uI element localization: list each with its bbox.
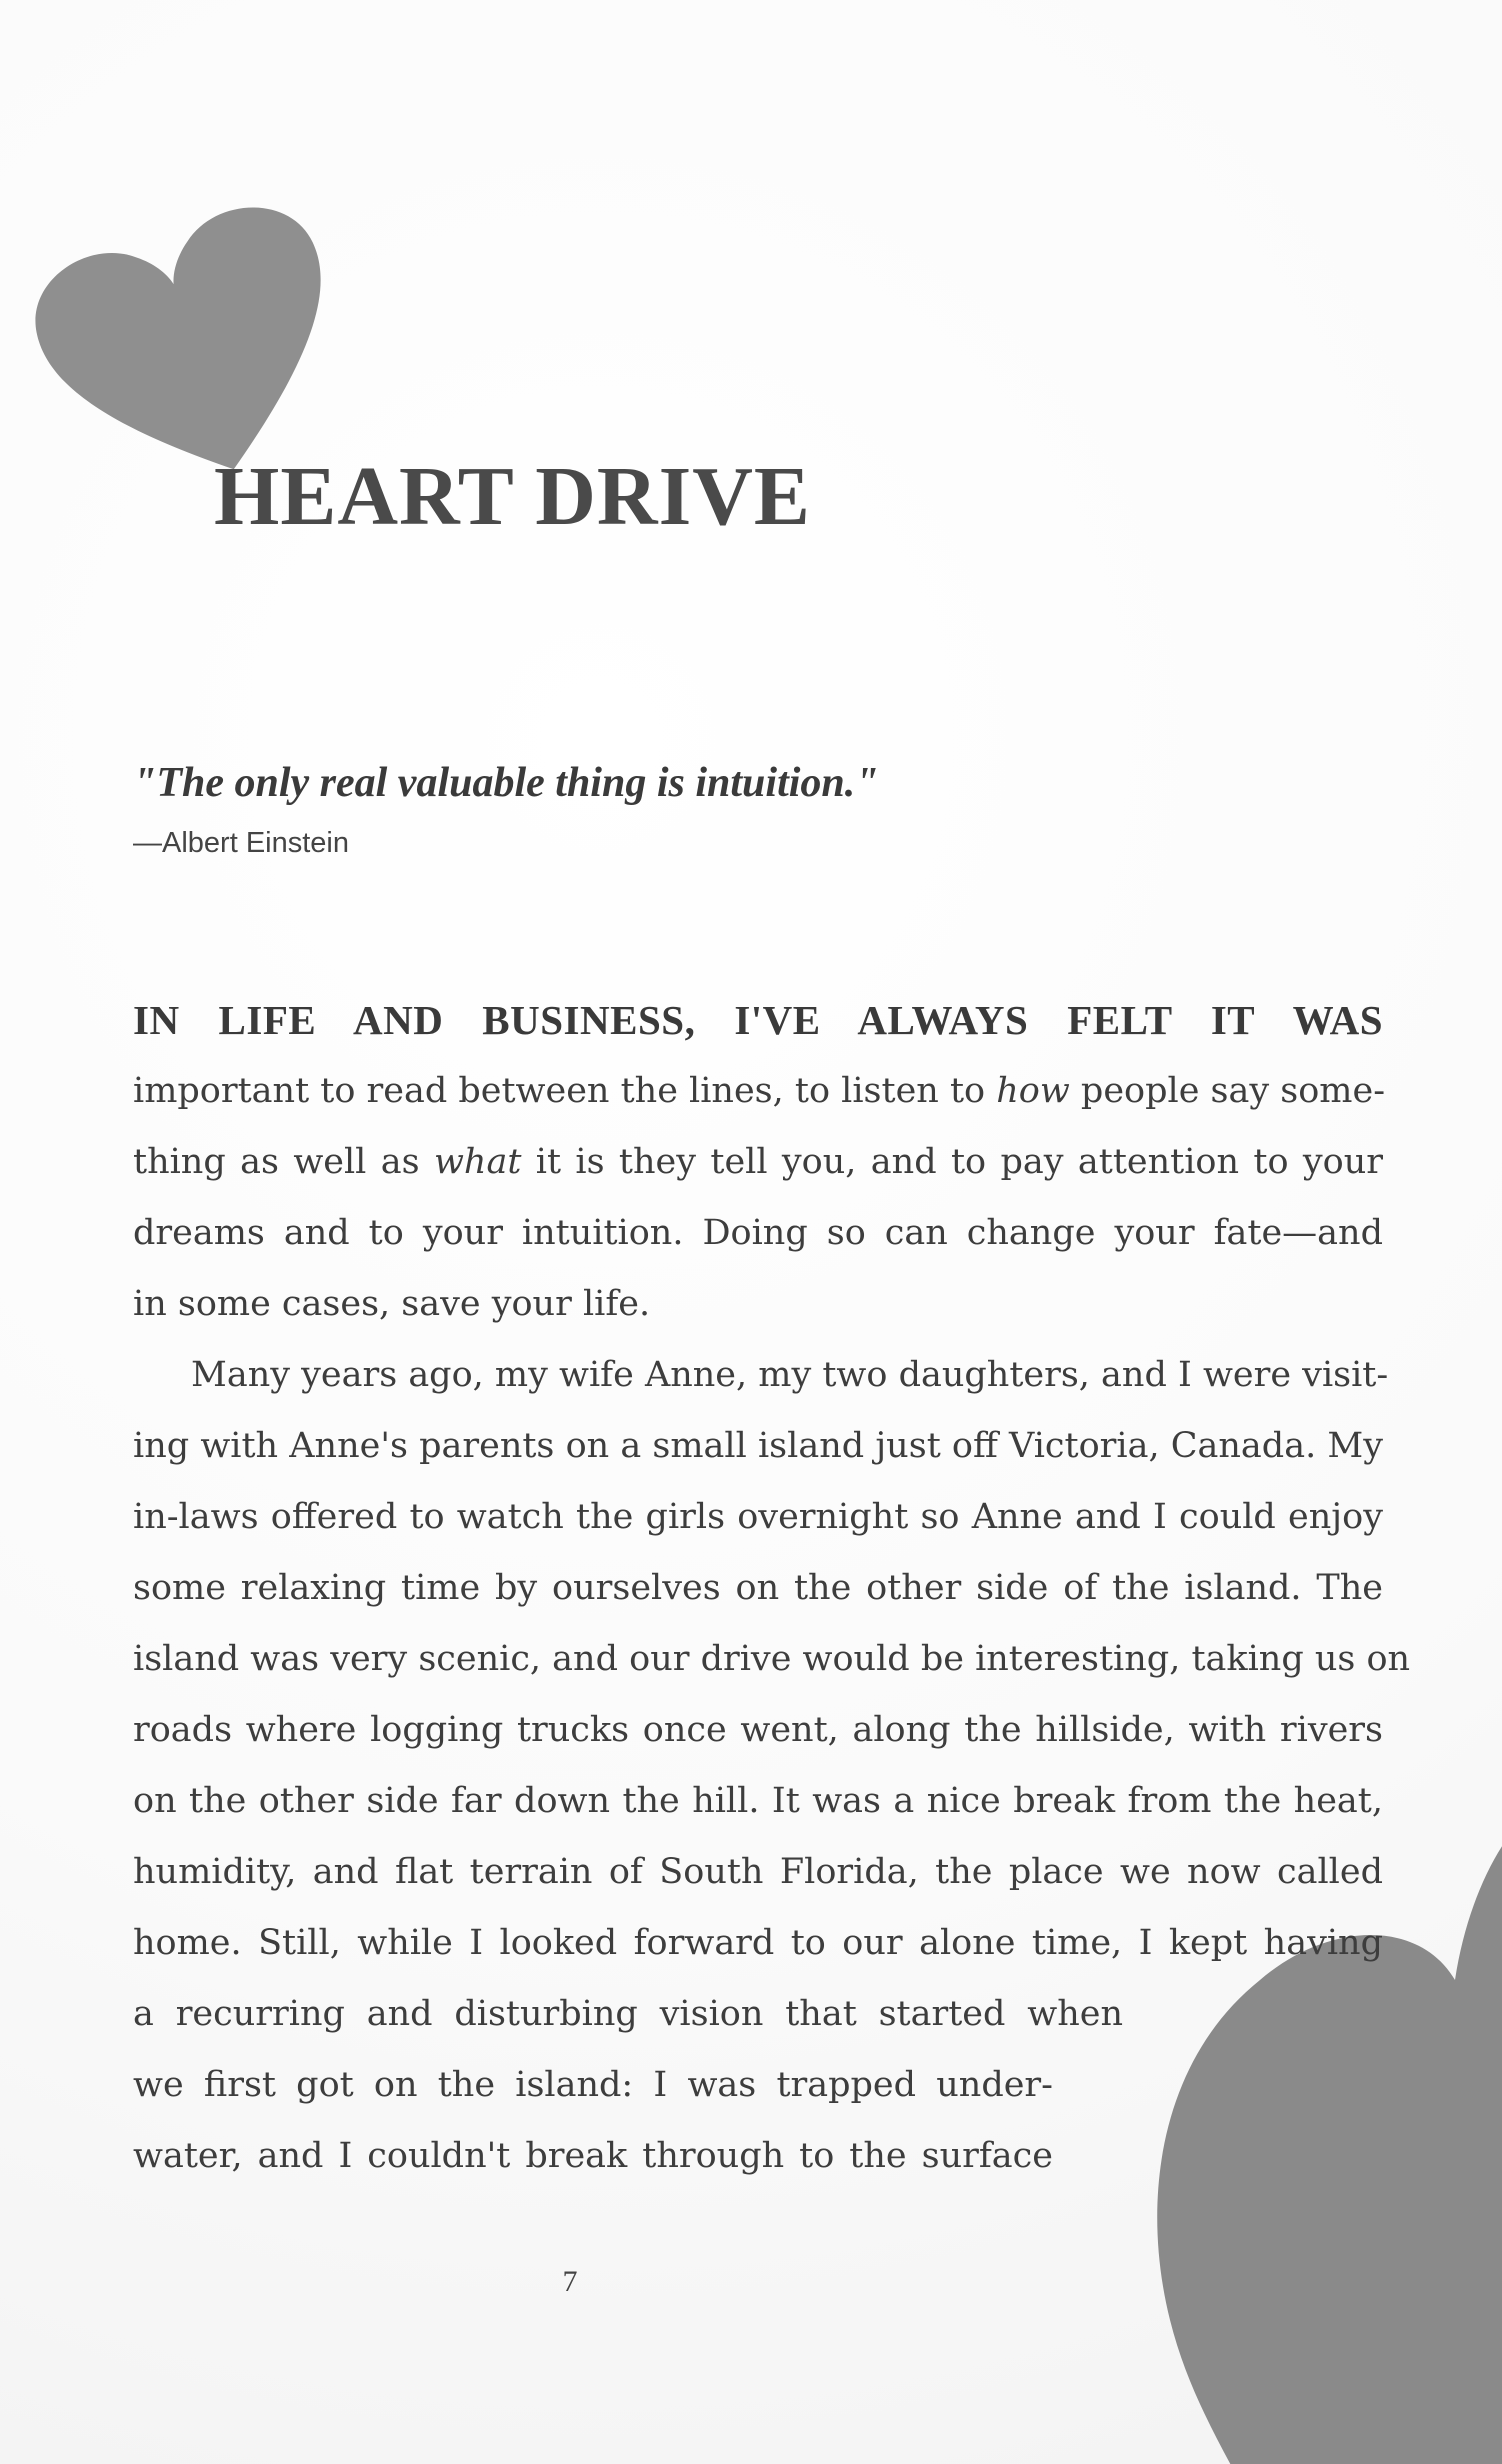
text-line: dreams and to your intuition. Doing so can change your fate—and xyxy=(133,1213,1383,1253)
epigraph xyxy=(133,758,1233,861)
text-line: water, and I couldn't break through to the surface xyxy=(133,2136,1053,2176)
text-line: home. Still, while I looked forward to our alone time, I kept having xyxy=(133,1923,1383,1963)
text-span: people say some- xyxy=(1069,1071,1386,1111)
emphasis-how: how xyxy=(996,1071,1070,1111)
body-text xyxy=(133,985,1411,2192)
text-line: on the other side far down the hill. It was a nice break from the heat, xyxy=(133,1781,1383,1821)
text-span: it is they tell you, and to pay attention to your xyxy=(521,1142,1384,1182)
text-line xyxy=(133,1127,1383,1198)
epigraph-attribution: —Albert Einstein xyxy=(133,827,349,860)
text-line: we first got on the island: I was trapped under- xyxy=(133,2065,1053,2105)
text-line: a recurring and disturbing vision that started when xyxy=(133,1994,1123,2034)
page-number: 7 xyxy=(562,2265,578,2298)
text-line: some relaxing time by ourselves on the other side of the island. The xyxy=(133,1568,1383,1608)
paragraph-1 xyxy=(133,985,1386,1340)
opening-line: IN LIFE AND BUSINESS, I'VE ALWAYS FELT IT WAS xyxy=(133,997,1383,1043)
emphasis-what: what xyxy=(433,1142,522,1182)
paragraph-2 xyxy=(133,1340,1411,2192)
text-line: roads where logging trucks once went, along the hillside, with rivers xyxy=(133,1710,1383,1750)
text-line: ing with Anne's parents on a small island just off Victoria, Canada. My xyxy=(133,1426,1383,1466)
epigraph-quote: "The only real valuable thing is intuition." xyxy=(133,760,879,806)
text-line: in-laws offered to watch the girls overnight so Anne and I could enjoy xyxy=(133,1497,1383,1537)
text-line: island was very scenic, and our drive would be interesting, taking us on xyxy=(133,1639,1411,1679)
chapter-title: HEART DRIVE xyxy=(214,450,811,543)
text-line xyxy=(133,1056,1386,1127)
text-line: humidity, and flat terrain of South Florida, the place we now called xyxy=(133,1852,1383,1892)
text-span: thing as well as xyxy=(133,1142,434,1182)
text-span: important to read between the lines, to listen to xyxy=(133,1071,997,1111)
text-line: in some cases, save your life. xyxy=(133,1284,651,1324)
text-line: Many years ago, my wife Anne, my two daughters, and I were visit- xyxy=(191,1355,1389,1395)
